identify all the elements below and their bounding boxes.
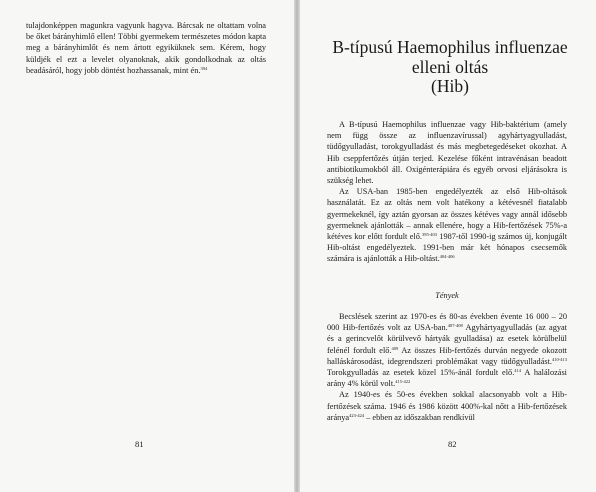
footnote-ref: 404-406 (439, 254, 455, 260)
book-gutter (294, 0, 300, 492)
left-page-text (26, 20, 266, 76)
footnote-ref: 414 (514, 368, 522, 374)
paragraph-text: Az 1940-es és 50-es években sokkal alacsonyabb volt a Hib-fertőzések száma. 1946 és 1986 között 400%-kal nőtt a Hib-fertőzések aránya (327, 390, 567, 422)
paragraph-text: A B-típusú Haemophilus influenzae vagy Hib-baktérium (amely nem függ össze az influenzavírussal) agyhártyagyulladást, tüdőgyulladást, torokgyulladást és más megbetegedéseket okozhat. A Hib cseppfertőzés útján terjed. Kezelése főként intravénásan beadott antibiotikumokból áll. Oxigénterápiára és egyéb orvosi eljárásokra is szükség lehet. (327, 120, 567, 186)
paragraph (327, 186, 567, 264)
page-number-right: 82 (448, 439, 457, 449)
paragraph (327, 119, 567, 186)
right-page-body (327, 119, 567, 265)
paragraph-text: Agyhártyagyulladás (az agyat és a gerincvelőt körülvevő hártyák gyulladása) az esetek körülbelül felénél fordult elő. (327, 323, 567, 355)
paragraph-text: – ebben az időszakban rendkívül (364, 412, 475, 422)
title-line-1: B-típusú Haemophilus influenzae (332, 37, 568, 57)
paragraph-text: Az USA-ban 1985-ben engedélyezték az első Hib-oltások használatát. Ez az oltás nem volt hatékony a kétévesnél fiatalabb gyermekeknél, így aztán gyorsan az összes kétéves vagy annál idősebb gyermeknek ajánlották – annak ellenére, hogy a Hib-fertőzések 75%-a kétéves kor előtt fordult elő. (327, 187, 567, 242)
paragraph-text: Az összes Hib-fertőzés durván negyede okozott halláskárosodást, idegrendszeri problémákat vagy tüdőgyulladást. (327, 345, 567, 366)
footnote-ref: 415-422 (395, 379, 411, 385)
page-number-left: 81 (135, 439, 144, 449)
footnote-ref: 407-408 (447, 323, 463, 329)
footnote-ref: 395-403 (421, 232, 437, 238)
paragraph-text: Becslések szerint az 1970-es és 80-as években évente 16 000 – 20 000 Hib-fertőzés volt az USA-ban. (327, 312, 567, 333)
section-title: Tények (435, 291, 459, 300)
footnote-ref: 410-413 (552, 356, 567, 362)
paragraph (327, 389, 567, 423)
footnote-ref: 423-424 (349, 412, 365, 418)
title-line-2: elleni oltás (411, 56, 489, 77)
facts-body (327, 311, 567, 423)
paragraph-text: Torokgyulladás az esetek közel 15%-ánál fordult elő. (327, 368, 515, 378)
title-line-3: (Hib) (431, 76, 469, 96)
paragraph-text: 1987-től 1990-ig számos új, konjugált Hib-oltást engedélyeztek. 1991-ben már két hónapos csecsemők számára is ajánlották a Hib-oltást. (327, 232, 568, 264)
left-text-body: tulajdonképpen magunkra vagyunk hagyva. Bárcsak ne oltattam volna be őket bárányhimlő ellen! Többi gyermekem természetes módon kapta meg a bárányhimlőt és nem ártott egyiküknek sem. Kérem, hogy küldjék el ezt a levelet olyanoknak, akik gondolkodnak az oltás beadásáról, hogy jobb döntést hozhassanak, mint én. (26, 21, 266, 75)
paragraph-text: A halálozási arány 4% körül volt. (327, 368, 567, 389)
footnote-ref: 409 (391, 345, 399, 351)
paragraph (327, 311, 567, 389)
footnote-ref: 394 (200, 65, 208, 71)
chapter-title (310, 38, 590, 97)
